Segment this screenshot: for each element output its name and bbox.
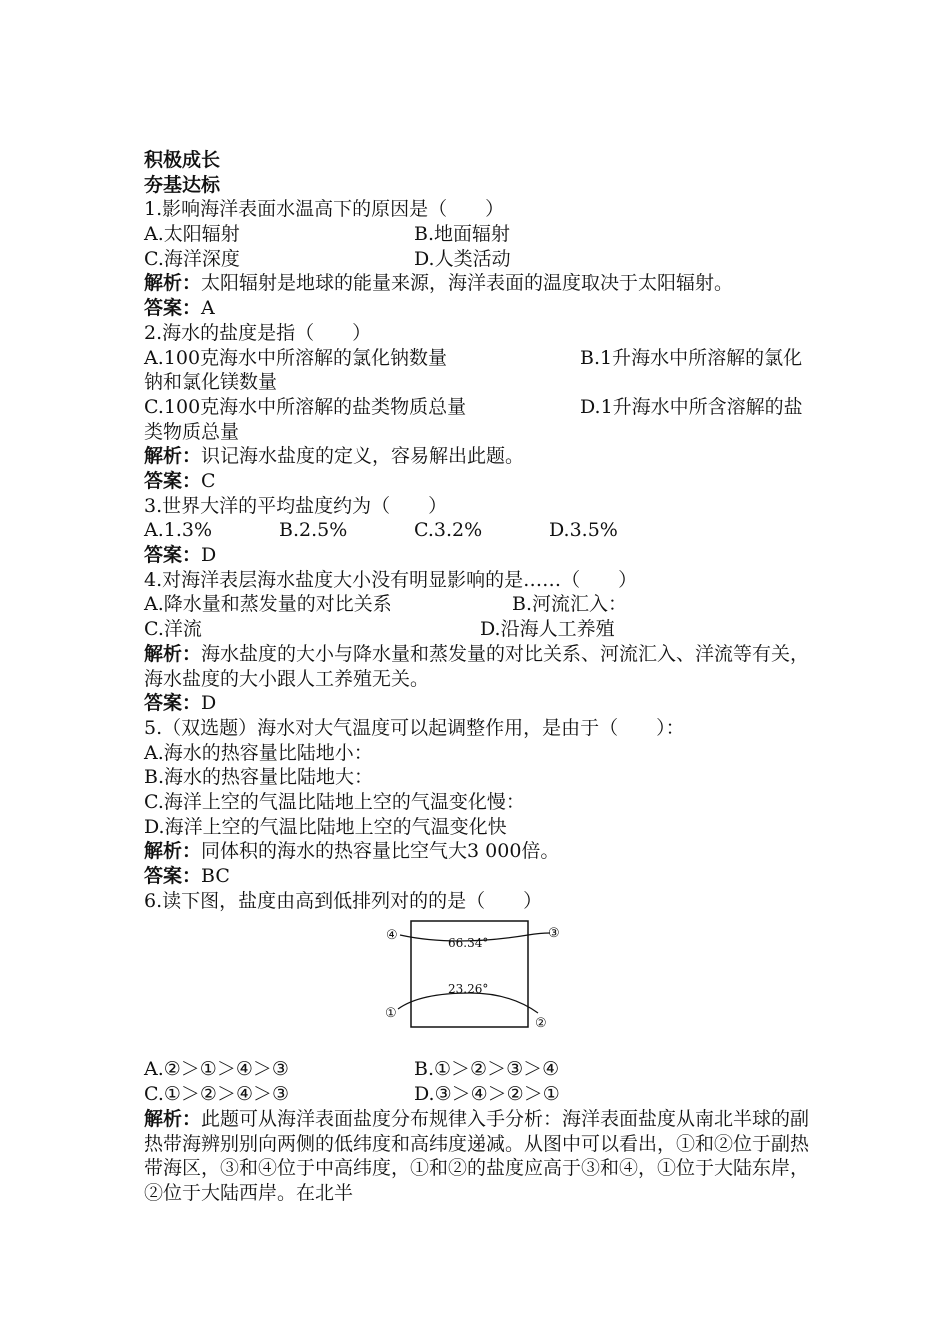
marker-3: ③ xyxy=(548,926,560,942)
question-2-option-a: A.100克海水中所溶解的氯化钠数量 xyxy=(144,346,448,369)
answer-value: BC xyxy=(201,865,230,888)
answer-label: 答案： xyxy=(144,865,202,888)
analysis-label: 解析： xyxy=(144,642,202,665)
question-6-option-c: C.①＞②＞④＞③ xyxy=(144,1083,290,1106)
question-4-option-c: C.洋流 xyxy=(144,618,202,641)
question-2-stem: 2.海水的盐度是指（ ） xyxy=(144,321,372,344)
answer-label: 答案： xyxy=(144,544,202,567)
analysis-label: 解析： xyxy=(144,1107,202,1130)
answer-value: D xyxy=(201,692,217,715)
question-4-option-d: D.沿海人工养殖 xyxy=(480,618,615,641)
question-4-stem: 4.对海洋表层海水盐度大小没有明显影响的是……（ ） xyxy=(144,568,638,591)
question-5-option-a: A.海水的热容量比陆地小： xyxy=(144,741,373,764)
question-2-analysis xyxy=(144,444,814,469)
answer-label: 答案： xyxy=(144,692,202,715)
analysis-text: 海水盐度的大小与降水量和蒸发量的对比关系、河流汇入、洋流等有关，海水盐度的大小跟人工养殖无关。 xyxy=(144,642,810,690)
question-1-option-d: D.人类活动 xyxy=(414,247,511,270)
question-4-options-row-1 xyxy=(144,592,814,617)
question-2-options-row-1 xyxy=(144,346,814,395)
question-2-options-row-2 xyxy=(144,395,814,444)
answer-value: D xyxy=(201,544,217,567)
question-6-options-row-1 xyxy=(144,1057,814,1082)
marker-4: ④ xyxy=(386,928,398,944)
question-4-answer xyxy=(144,691,814,716)
question-1-option-b: B.地面辐射 xyxy=(414,223,511,246)
question-5-stem: 5.（双选题）海水对大气温度可以起调整作用，是由于（ ）： xyxy=(144,716,685,739)
latitude-line-low xyxy=(398,993,538,1013)
question-6-option-d: D.③＞④＞②＞① xyxy=(414,1083,560,1106)
question-6-stem: 6.读下图，盐度由高到低排列对的的是（ ） xyxy=(144,889,543,912)
answer-value: C xyxy=(201,470,216,493)
question-1-options-row-2 xyxy=(144,247,814,272)
question-3-option-c: C.3.2% xyxy=(414,519,483,542)
question-3-answer xyxy=(144,543,814,568)
question-3-options-row xyxy=(144,518,814,543)
analysis-text: 此题可从海洋表面盐度分布规律入手分析：海洋表面盐度从南北半球的副热带海辨别别向两侧的低纬度和高纬度递减。从图中可以看出，①和②位于副热带海区，③和④位于中高纬度，①和②的盐度应高于③和④，①位于大陆东岸，②位于大陆西岸。在北半 xyxy=(144,1107,810,1204)
salinity-diagram xyxy=(380,917,570,1051)
analysis-label: 解析： xyxy=(144,272,202,295)
question-5-option-d: D.海洋上空的气温比陆地上空的气温变化快 xyxy=(144,815,507,838)
analysis-text: 太阳辐射是地球的能量来源，海洋表面的温度取决于太阳辐射。 xyxy=(201,272,734,295)
latitude-label-low: 23.26° xyxy=(448,982,489,997)
question-6-analysis xyxy=(144,1107,814,1206)
analysis-label: 解析： xyxy=(144,840,202,863)
question-6-option-a: A.②＞①＞④＞③ xyxy=(144,1058,289,1081)
question-2-option-d: D.1升海水中所含溶解的盐类物质总量 xyxy=(144,395,803,443)
marker-2: ② xyxy=(535,1016,547,1032)
question-1-option-a: A.太阳辐射 xyxy=(144,223,240,246)
marker-1: ① xyxy=(385,1006,397,1022)
question-3-option-a: A.1.3% xyxy=(144,519,213,542)
question-3-option-b: B.2.5% xyxy=(279,519,348,542)
section-title: 积极成长 xyxy=(144,149,221,171)
question-1-option-c: C.海洋深度 xyxy=(144,247,240,270)
question-1-stem: 1.影响海洋表面水温高下的原因是（ ） xyxy=(144,198,505,221)
question-4-option-b: B.河流汇入： xyxy=(512,593,628,616)
question-1-analysis xyxy=(144,271,814,296)
latitude-line-high-east xyxy=(528,933,550,935)
analysis-text: 识记海水盐度的定义，容易解出此题。 xyxy=(201,445,525,468)
answer-label: 答案： xyxy=(144,297,202,320)
analysis-text: 同体积的海水的热容量比空气大3 000倍。 xyxy=(201,840,560,863)
document-body xyxy=(144,148,814,1206)
question-5-analysis xyxy=(144,839,814,864)
question-5-answer xyxy=(144,864,814,889)
question-5-option-b: B.海水的热容量比陆地大： xyxy=(144,766,374,789)
question-4-option-a: A.降水量和蒸发量的对比关系 xyxy=(144,593,392,616)
answer-label: 答案： xyxy=(144,470,202,493)
question-4-options-row-2 xyxy=(144,617,814,642)
latitude-label-high: 66.34° xyxy=(448,936,489,951)
subsection-title: 夯基达标 xyxy=(144,173,221,196)
question-2-option-c: C.100克海水中所溶解的盐类物质总量 xyxy=(144,395,467,418)
question-2-option-b: B.1升海水中所溶解的氯化钠和氯化镁数量 xyxy=(144,346,803,394)
question-3-option-d: D.3.5% xyxy=(549,519,618,542)
question-3-stem: 3.世界大洋的平均盐度约为（ ） xyxy=(144,494,448,517)
question-1-options-row-1 xyxy=(144,222,814,247)
question-4-analysis xyxy=(144,642,814,691)
question-5-option-c: C.海洋上空的气温比陆地上空的气温变化慢： xyxy=(144,791,525,813)
answer-value: A xyxy=(201,297,215,320)
salinity-figure xyxy=(144,917,814,1051)
question-1-answer xyxy=(144,296,814,321)
analysis-label: 解析： xyxy=(144,445,202,468)
question-2-answer xyxy=(144,469,814,494)
question-6-option-b: B.①＞②＞③＞④ xyxy=(414,1058,560,1081)
question-6-options-row-2 xyxy=(144,1082,814,1107)
